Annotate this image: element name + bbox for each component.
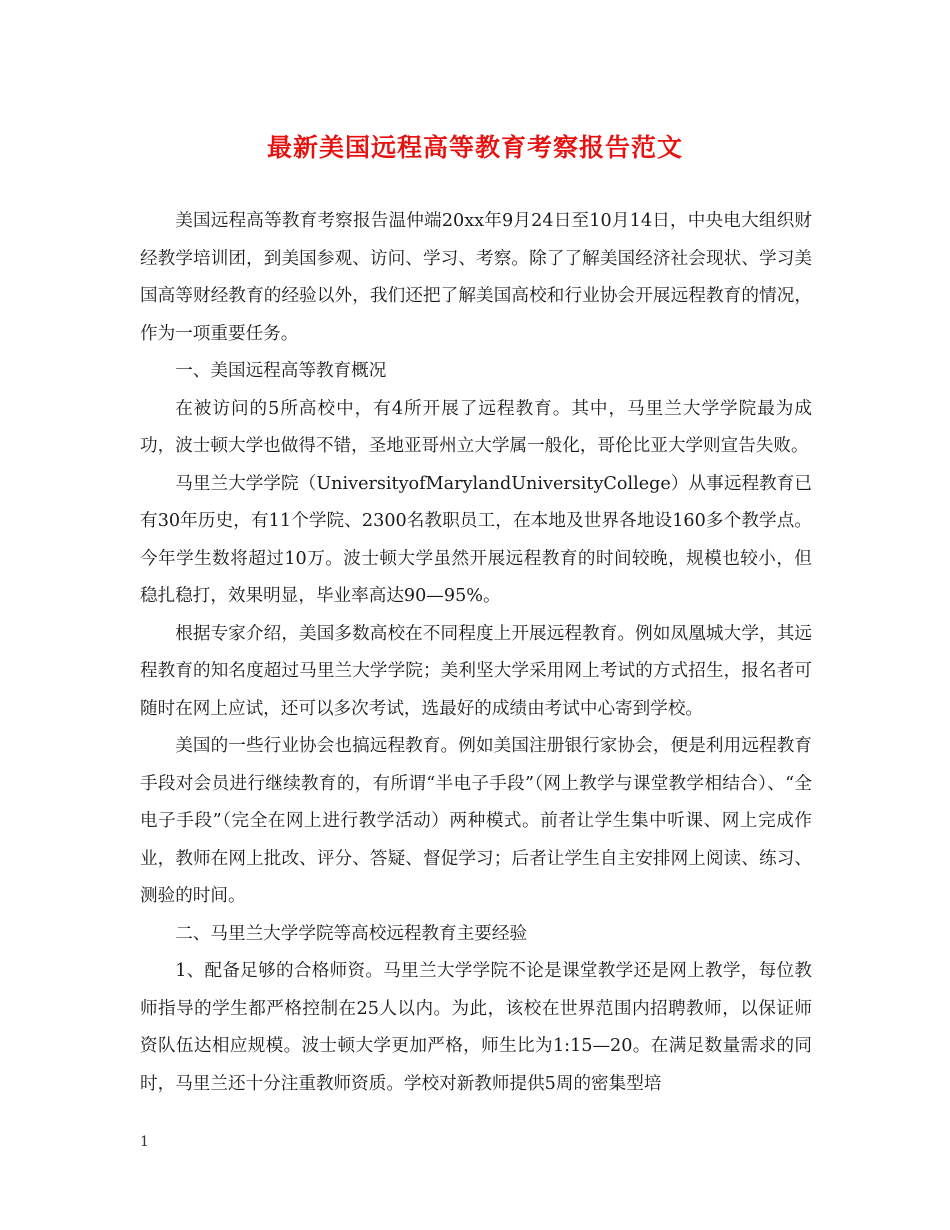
paragraph-intro: 美国远程高等教育考察报告温仲端20xx年9月24日至10月14日，中央电大组织财经教学培训团，到美国参观、访问、学习、考察。除了了解美国经济社会现状、学习美国高等财经教育的经验以外，我们还把了解美国高校和行业协会开展远程教育的情况，作为一项重要任务。	[140, 211, 812, 344]
paragraph: 1、配备足够的合格师资。马里兰大学学院不论是课堂教学还是网上教学，每位教师指导的学生都严格控制在25人以内。为此，该校在世界范围内招聘教师，以保证师资队伍达相应规模。波士顿大学更加严格，师生比为1:15—20。在满足数量需求的同时，马里兰还十分注重教师资质。学校对新教师提供5周的密集型培	[140, 961, 812, 1094]
paragraph: 在被访问的5所高校中，有4所开展了远程教育。其中，马里兰大学学院最为成功，波士顿大学也做得不错，圣地亚哥州立大学属一般化，哥伦比亚大学则宣告失败。	[140, 398, 812, 456]
section-heading-2: 二、马里兰大学学院等高校远程教育主要经验	[175, 923, 528, 944]
section-heading-1: 一、美国远程高等教育概况	[175, 361, 387, 381]
paragraph: 美国的一些行业协会也搞远程教育。例如美国注册银行家协会，便是利用远程教育手段对会员进行继续教育的，有所谓“半电子手段”（网上教学与课堂教学相结合）、“全电子手段”（完全在网上进行教学活动）两种模式。前者让学生集中听课、网上完成作业，教师在网上批改、评分、答疑、督促学习；后者让学生自主安排网上阅读、练习、测验的时间。	[140, 736, 812, 906]
paragraph: 根据专家介绍，美国多数高校在不同程度上开展远程教育。例如凤凰城大学，其远程教育的知名度超过马里兰大学学院；美利坚大学采用网上考试的方式招生，报名者可随时在网上应试，还可以多次考试，选最好的成绩由考试中心寄到学校。	[140, 623, 812, 719]
document-body	[140, 203, 812, 1103]
page-number: 1	[140, 1134, 149, 1150]
paragraph: 马里兰大学学院（UniversityofMarylandUniversityCollege）从事远程教育已有30年历史，有11个学院、2300名教职员工，在本地及世界各地设160多个教学点。今年学生数将超过10万。波士顿大学虽然开展远程教育的时间较晚，规模也较小，但稳扎稳打，效果明显，毕业率高达90—95%。	[140, 473, 812, 606]
document-title: 最新美国远程高等教育考察报告范文	[266, 133, 683, 162]
